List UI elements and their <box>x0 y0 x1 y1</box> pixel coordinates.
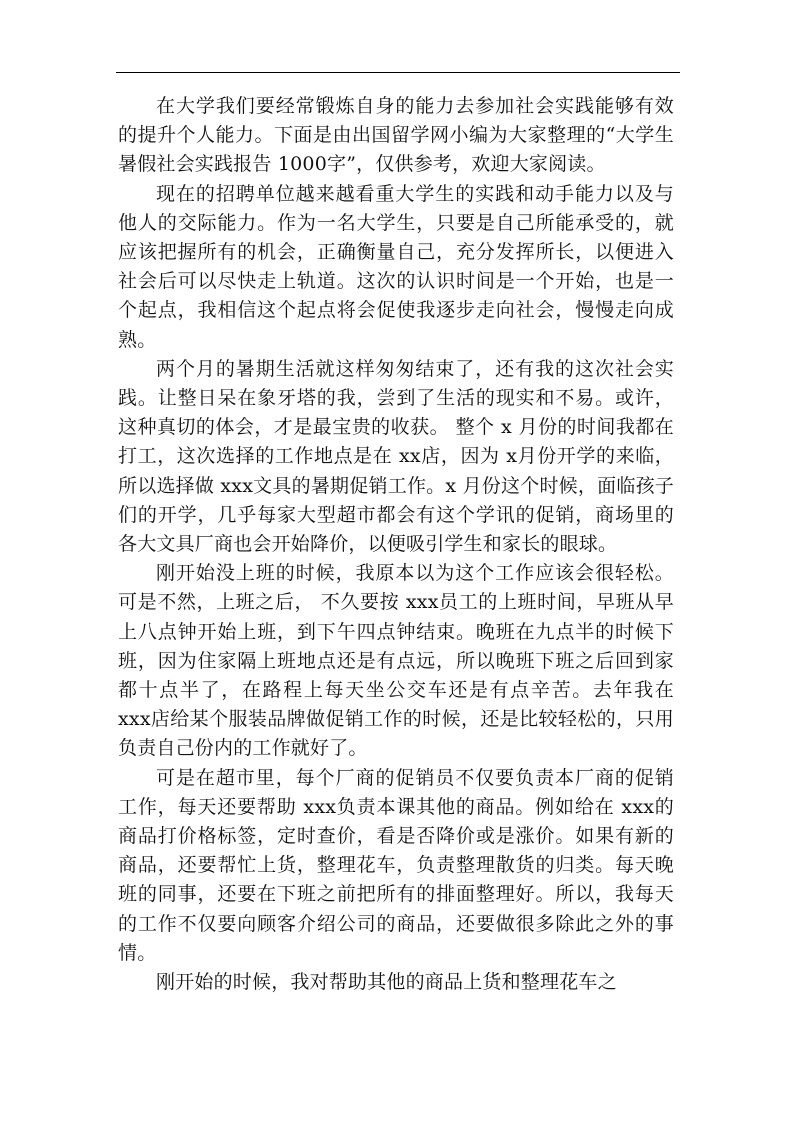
paragraph-intro: 在大学我们要经常锻炼自身的能力去参加社会实践能够有效的提升个人能力。下面是由出国留学网小编为大家整理的“大学生暑假社会实践报告 1000字”，仅供参考，欢迎大家阅读。 <box>118 95 674 176</box>
paragraph-beginning: 刚开始的时候，我对帮助其他的商品上货和整理花车之 <box>156 971 617 994</box>
header-rule <box>116 72 680 73</box>
paragraph-summer-practice: 两个月的暑期生活就这样匆匆结束了，还有我的这次社会实践。让整日呆在象牙塔的我，尝到了生活的现实和不易。或许，这种真切的体会，才是最宝贵的收获。 整个 x 月份的时间我都在打工，这次选择的工作地点是在 xx店，因为 x月份开学的来临，所以选择做 xxx文具的暑期促销工作。x 月份这个时候，面临孩子们的开学，几乎每家大型超市都会有这个学讯的促销，商场里的各大文具厂商也会开始降价，以便吸引学生和家长的眼球。 <box>118 357 674 556</box>
paragraph-supermarket-duties: 可是在超市里，每个厂商的促销员不仅要负责本厂商的促销工作，每天还要帮助 xxx负责本课其他的商品。例如给在 xxx的商品打价格标签，定时查价，看是否降价或是涨价。如果有新的商品，还要帮忙上货，整理花车，负责整理散货的归类。每天晚班的同事，还要在下班之前把所有的排面整理好。所以，我每天的工作不仅要向顾客介绍公司的商品，还要做很多除此之外的事情。 <box>118 766 674 964</box>
paragraph-recruitment: 现在的招聘单位越来越看重大学生的实践和动手能力以及与他人的交际能力。作为一名大学生，只要是自己所能承受的，就应该把握所有的机会，正确衡量自己，充分发挥所长，以便进入社会后可以尽快走上轨道。这次的认识时间是一个开始，也是一个起点，我相信这个起点将会促使我逐步走向社会，慢慢走向成熟。 <box>118 182 674 351</box>
paragraph-work-hours: 刚开始没上班的时候，我原本以为这个工作应该会很轻松。可是不然，上班之后， 不久要按 xxx员工的上班时间，早班从早上八点钟开始上班，到下午四点钟结束。晚班在九点半的时候下班，因为住家隔上班地点还是有点远，所以晚班下班之后回到家都十点半了，在路程上每天坐公交车还是有点辛苦。去年我在 xxx店给某个服装品牌做促销工作的时候，还是比较轻松的，只用负责自己份内的工作就好了。 <box>118 562 674 760</box>
document-body <box>118 92 674 997</box>
